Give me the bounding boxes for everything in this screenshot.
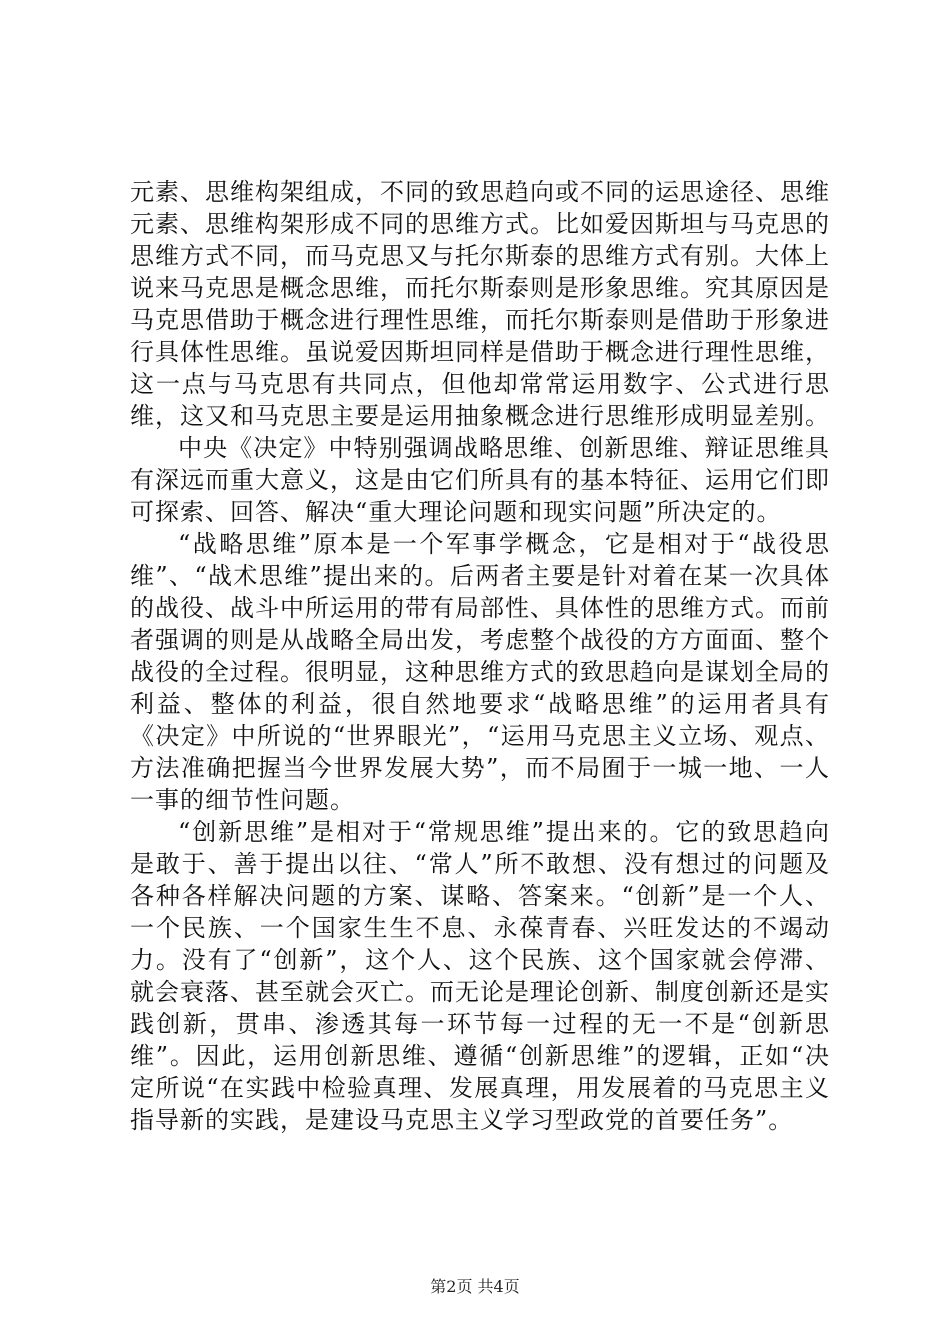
paragraph-strategic-thinking: “战略思维”原本是一个军事学概念，它是相对于“战役思维”、“战术思维”提出来的。后两者主要是针对着在某一次具体的战役、战斗中所运用的带有局部性、具体性的思维方式。而前者强调的则是从战略全局出发，考虑整个战役的方方面面、整个战役的全过程。很明显，这种思维方式的致思趋向是谋划全局的利益、整体的利益，很自然地要求“战略思维”的运用者具有《决定》中所说的“世界眼光”，“运用马克思主义立场、观点、方法准确把握当今世界发展大势”，而不局囿于一城一地、一人一事的细节性问题。 — [130, 530, 830, 814]
paragraph-innovative-thinking: “创新思维”是相对于“常规思维”提出来的。它的致思趋向是敢于、善于提出以往、“常人”所不敢想、没有想过的问题及各种各样解决问题的方案、谋略、答案来。“创新”是一个人、一个民族、一个国家生生不息、永葆青春、兴旺发达的不竭动力。没有了“创新”，这个人、这个民族、这个国家就会停滞、就会衰落、甚至就会灭亡。而无论是理论创新、制度创新还是实践创新，贯串、渗透其每一环节每一过程的无一不是“创新思维”。因此，运用创新思维、遵循“创新思维”的逻辑，正如“决定所说“在实践中检验真理、发展真理，用发展着的马克思主义指导新的实践，是建设马克思主义学习型政党的首要任务”。 — [130, 818, 830, 1134]
body-text — [130, 176, 830, 1136]
page-footer: 第2页 共4页 — [430, 1277, 520, 1296]
paragraph-continuation: 元素、思维构架组成，不同的致思趋向或不同的运思途径、思维元素、思维构架形成不同的思维方式。比如爱因斯坦与马克思的思维方式不同，而马克思又与托尔斯泰的思维方式有别。大体上说来马克思是概念思维，而托尔斯泰则是形象思维。究其原因是马克思借助于概念进行理性思维，而托尔斯泰则是借助于形象进行具体性思维。虽说爱因斯坦同样是借助于概念进行理性思维，这一点与马克思有共同点，但他却常常运用数字、公式进行思维，这又和马克思主要是运用抽象概念进行思维形成明显差别。 — [130, 178, 830, 430]
paragraph-decision: 中央《决定》中特别强调战略思维、创新思维、辩证思维具有深远而重大意义，这是由它们所具有的基本特征、运用它们即可探索、回答、解决“重大理论问题和现实问题”所决定的。 — [130, 434, 830, 526]
